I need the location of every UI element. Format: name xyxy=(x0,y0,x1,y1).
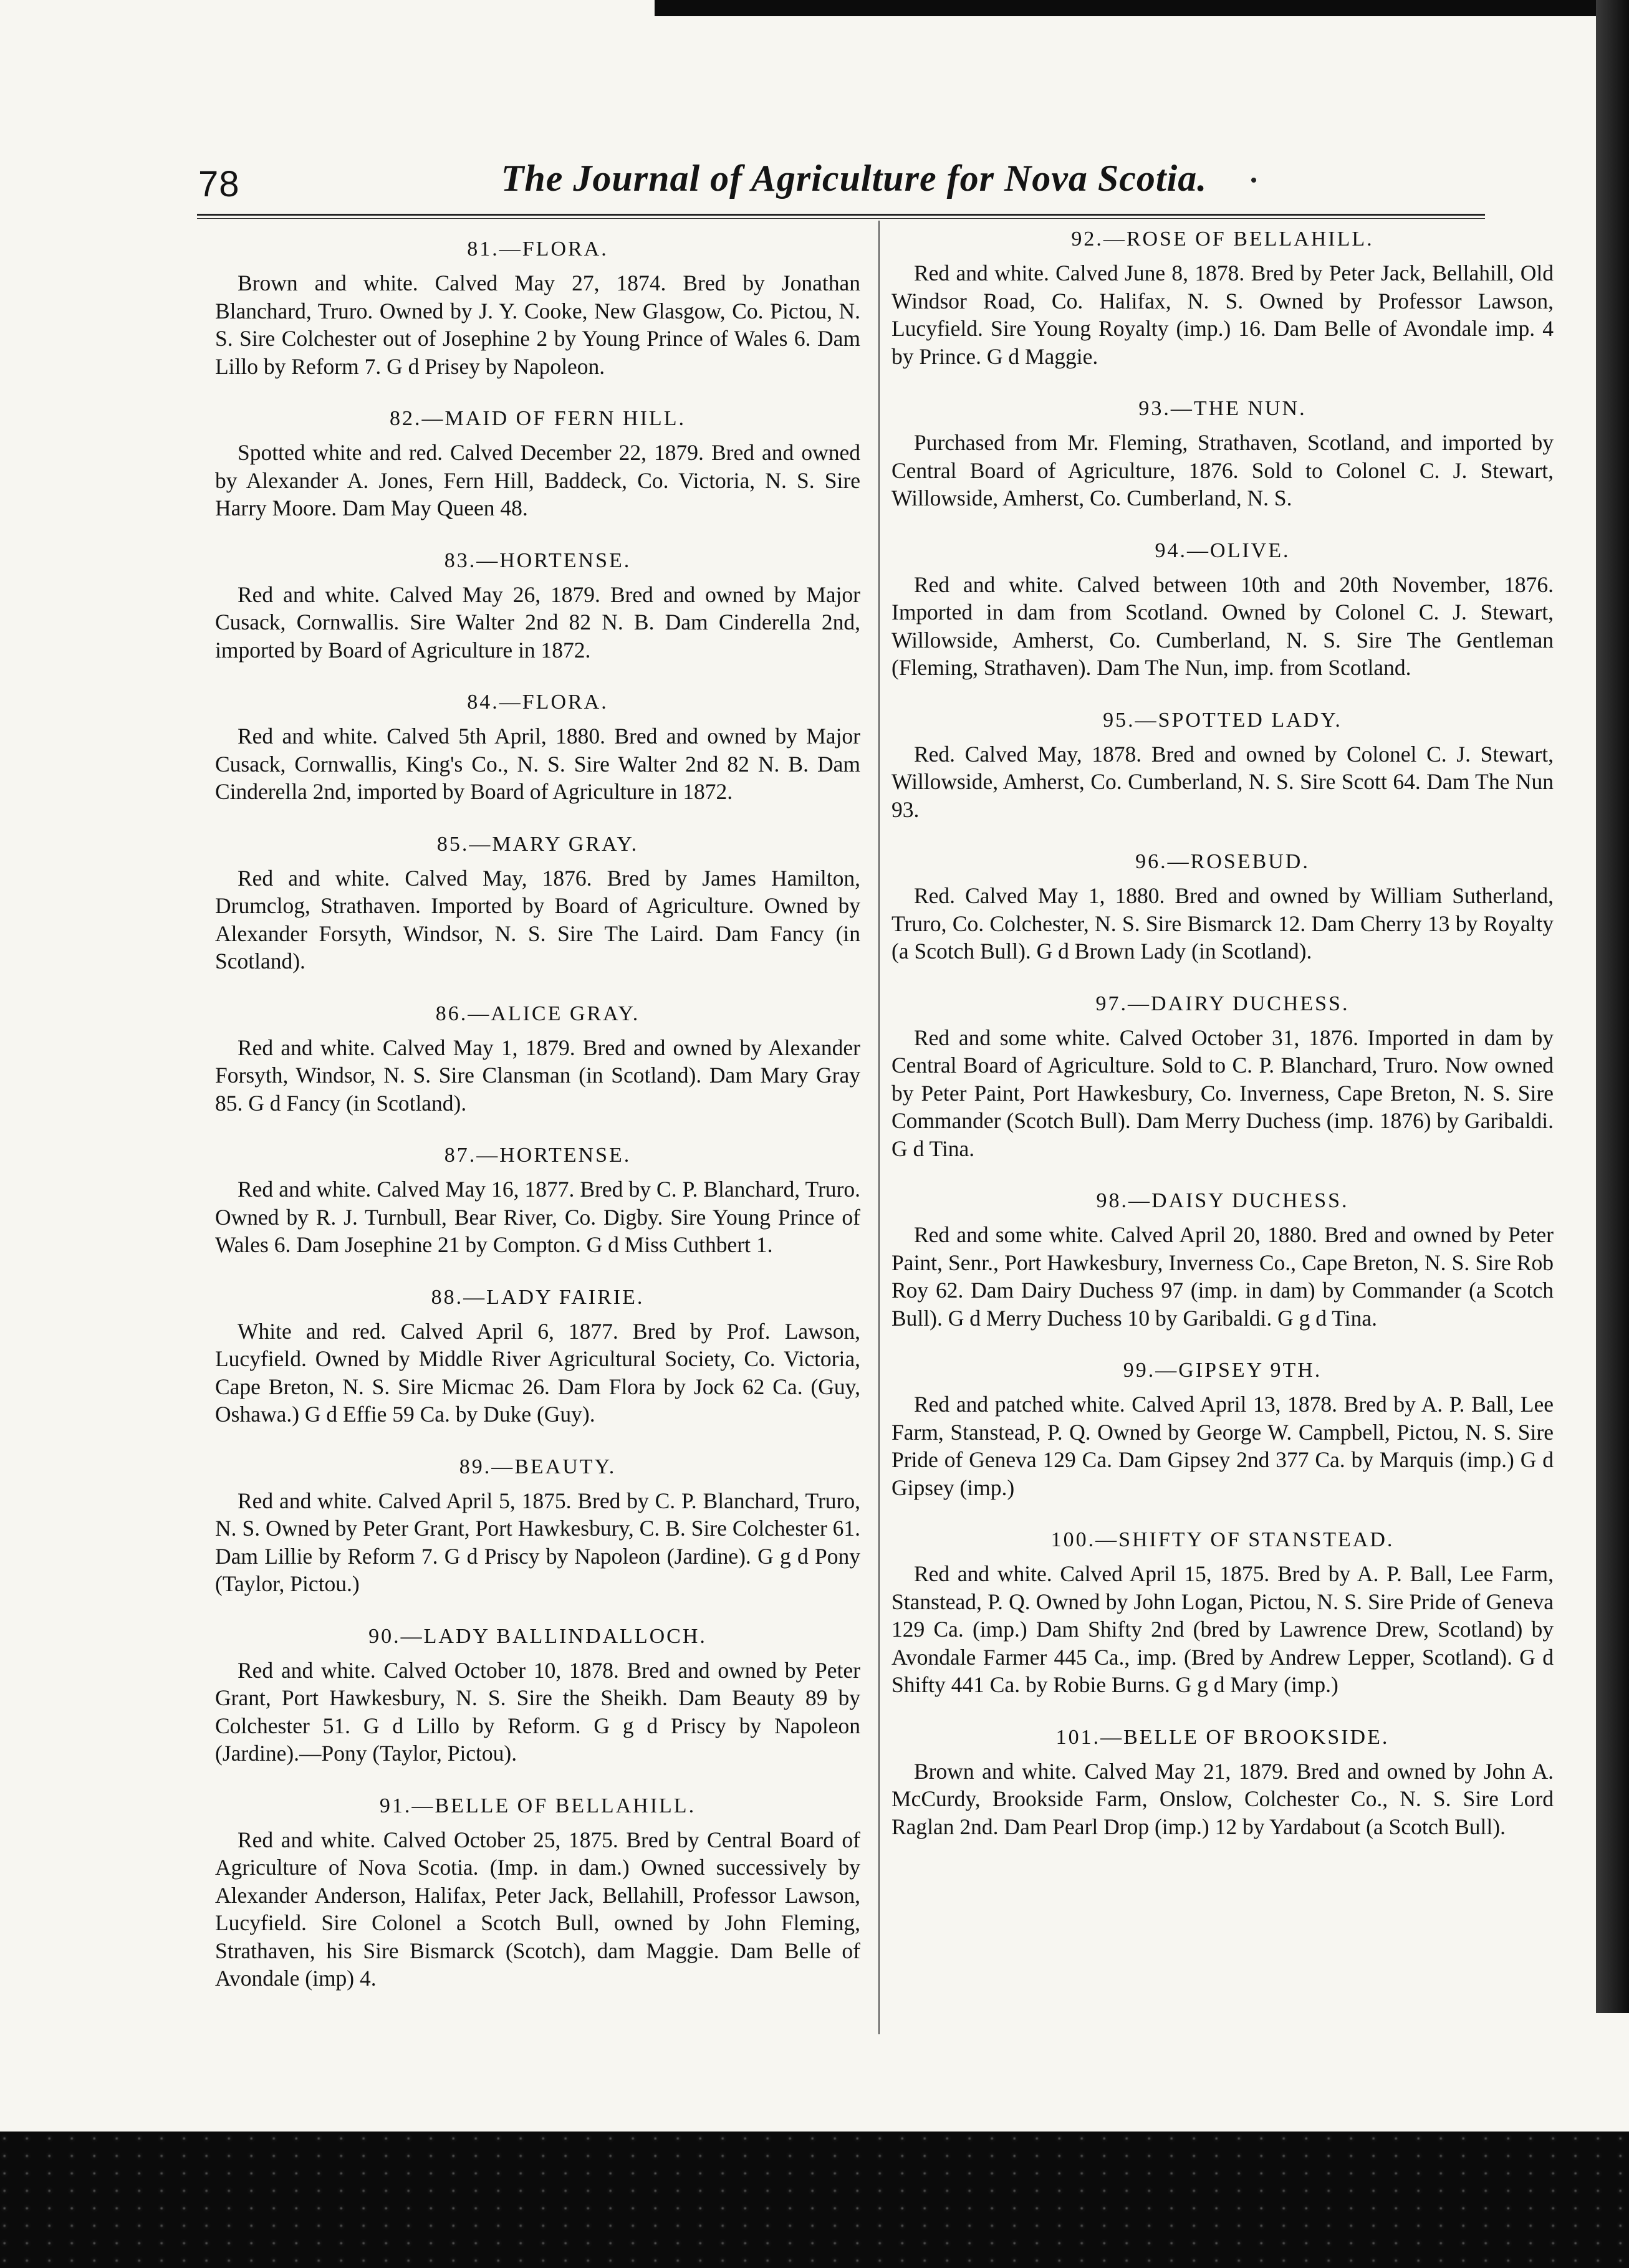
entry-heading: 85.—MARY GRAY. xyxy=(436,832,639,856)
pedigree-entry xyxy=(215,831,860,975)
entry-text: Red and white. Calved April 5, 1875. Bred by C. P. Blanchard, Truro, N. S. Owned by Peter Grant, Port Hawkesbury, C. B. Sire Colchester 61. Dam Lillie by Reform 7. G d Priscy by Napoleon (Jardine). G g d Pony (Taylor, Pictou.) xyxy=(215,1488,860,1596)
entry-text: Red and white. Calved June 8, 1878. Bred by Peter Jack, Bellahill, Old Windsor Road, Co. Halifax, N. S. Owned by Professor Lawson, Lucyfield. Sire Young Royalty (imp.) 16. Dam Belle of Avondale imp. 4 by Prince. G d Maggie. xyxy=(891,261,1554,369)
entry-heading: 93.—THE NUN. xyxy=(1138,397,1307,420)
entry-heading: 86.—ALICE GRAY. xyxy=(435,1002,640,1025)
pedigree-entry xyxy=(891,1724,1554,1841)
entry-heading: 97.—DAIRY DUCHESS. xyxy=(1095,992,1350,1015)
entry-heading: 99.—GIPSEY 9TH. xyxy=(1123,1359,1322,1382)
entry-heading: 89.—BEAUTY. xyxy=(459,1455,617,1478)
entry-text: Red and white. Calved May 16, 1877. Bred by C. P. Blanchard, Truro. Owned by R. J. Turnbull, Bear River, Co. Digby. Sire Young Prince of Wales 6. Dam Josephine 21 by Compton. G d Miss Cuthbert 1. xyxy=(215,1177,860,1257)
entry-heading: 87.—HORTENSE. xyxy=(444,1144,632,1167)
pedigree-entry xyxy=(891,707,1554,824)
entry-heading: 101.—BELLE OF BROOKSIDE. xyxy=(1055,1725,1390,1749)
entry-heading: 83.—HORTENSE. xyxy=(444,548,632,572)
entry-heading: 94.—OLIVE. xyxy=(1155,538,1290,562)
pedigree-entry xyxy=(891,1526,1554,1699)
pedigree-entry xyxy=(215,547,860,664)
pedigree-entry xyxy=(215,1623,860,1768)
pedigree-entry xyxy=(215,1792,860,1993)
pedigree-entry xyxy=(891,990,1554,1163)
pedigree-entry xyxy=(891,1187,1554,1332)
scan-border-top xyxy=(655,0,1629,16)
scan-border-right xyxy=(1596,0,1629,2013)
entry-text: Brown and white. Calved May 21, 1879. Bred and owned by John A. McCurdy, Brookside Farm, Onslow, Colchester Co., N. S. Sire Lord Raglan 2nd. Dam Pearl Drop (imp.) 12 by Yardabout (a Scotch Bull). xyxy=(891,1758,1554,1839)
entry-text: Red. Calved May, 1878. Bred and owned by Colonel C. J. Stewart, Willowside, Amherst, Co. Cumberland, N. S. Sire Scott 64. Dam The Nun 93. xyxy=(891,741,1554,822)
entry-text: Red and white. Calved October 25, 1875. Bred by Central Board of Agriculture of Nova Scotia. (Imp. in dam.) Owned successively by Alexander Anderson, Halifax, Peter Jack, Bellahill, Professor Lawson, Lucyfield. Sire Colonel a Scotch Bull, owned by John Fleming, Strathaven, his Sire Bismarck (Scotch), dam Maggie. Dam Belle of Avondale (imp) 4. xyxy=(215,1827,860,1991)
entry-text: Red and white. Calved October 10, 1878. Bred and owned by Peter Grant, Port Hawkesbury, N. S. Sire the Sheikh. Dam Beauty 89 by Colchester 51. G d Lillo by Reform. G g d Priscy by Napoleon (Jardine).—Pony (Taylor, Pictou). xyxy=(215,1657,860,1766)
entry-text: Red and white. Calved May 1, 1879. Bred and owned by Alexander Forsyth, Windsor, N. S. Sire Clansman (in Scotland). Dam Mary Gray 85. G d Fancy (in Scotland). xyxy=(215,1035,860,1116)
pedigree-entry xyxy=(891,395,1554,512)
entry-heading: 100.—SHIFTY OF STANSTEAD. xyxy=(1050,1528,1395,1551)
scan-border-bottom xyxy=(0,2132,1629,2268)
right-column xyxy=(891,226,1554,1840)
entry-text: Red and white. Calved between 10th and 20th November, 1876. Imported in dam from Scotland. Owned by Colonel C. J. Stewart, Willowside, Amherst, Co. Cumberland, N. S. Sire The Gentleman (Fleming, Strathaven). Dam The Nun, imp. from Scotland. xyxy=(891,572,1554,680)
entry-text: Red. Calved May 1, 1880. Bred and owned by William Sutherland, Truro, Co. Colchester, N. S. Sire Bismarck 12. Dam Cherry 13 by Royalty (a Scotch Bull). G d Brown Lady (in Scotland). xyxy=(891,883,1554,964)
entry-heading: 96.—ROSEBUD. xyxy=(1135,850,1310,873)
entry-heading: 95.—SPOTTED LADY. xyxy=(1103,708,1342,732)
pedigree-entry xyxy=(891,1357,1554,1501)
entry-text: Spotted white and red. Calved December 22, 1879. Bred and owned by Alexander A. Jones, Fern Hill, Baddeck, Co. Victoria, N. S. Sire Harry Moore. Dam May Queen 48. xyxy=(215,440,860,520)
entry-heading: 92.—ROSE OF BELLAHILL. xyxy=(1071,227,1374,251)
entry-text: Red and some white. Calved October 31, 1876. Imported in dam by Central Board of Agriculture. Sold to C. P. Blanchard, Truro. Now owned by Peter Paint, Port Hawkesbury, Co. Inverness, Cape Breton, N. S. Sire Commander (Scotch Bull). Dam Merry Duchess (imp. 1876) by Garibaldi. G d Tina. xyxy=(891,1025,1554,1161)
header-dot xyxy=(1251,178,1256,183)
entry-text: Red and white. Calved May, 1876. Bred by James Hamilton, Drumclog, Strathaven. Imported by Board of Agriculture. Owned by Alexander Forsyth, Windsor, N. S. Sire The Laird. Dam Fancy (in Scotland). xyxy=(215,865,860,974)
header-rule xyxy=(197,214,1485,219)
pedigree-entry xyxy=(215,1284,860,1428)
pedigree-entry xyxy=(215,405,860,522)
entry-text: Brown and white. Calved May 27, 1874. Bred by Jonathan Blanchard, Truro. Owned by J. Y. Cooke, New Glasgow, Co. Pictou, N. S. Sire Colchester out of Josephine 2 by Young Prince of Wales 6. Dam Lillo by Reform 7. G d Prisey by Napoleon. xyxy=(215,270,860,379)
pedigree-entry xyxy=(891,848,1554,965)
entry-heading: 82.—MAID OF FERN HILL. xyxy=(390,407,686,430)
pedigree-entry xyxy=(891,226,1554,370)
entry-heading: 88.—LADY FAIRIE. xyxy=(431,1285,645,1309)
entry-text: Red and white. Calved May 26, 1879. Bred and owned by Major Cusack, Cornwallis. Sire Walter 2nd 82 N. B. Dam Cinderella 2nd, imported by Board of Agriculture in 1872. xyxy=(215,581,860,663)
entry-heading: 84.—FLORA. xyxy=(467,691,608,714)
entry-text: Red and patched white. Calved April 13, 1878. Bred by A. P. Ball, Lee Farm, Stanstead, P. Q. Owned by George W. Campbell, Pictou, N. S. Sire Pride of Geneva 129 Ca. Dam Gipsey 2nd 377 Ca. by Marquis (imp.) G d Gipsey (imp.) xyxy=(891,1392,1554,1500)
entry-heading: 81.—FLORA. xyxy=(467,237,608,261)
pedigree-entry xyxy=(215,1000,860,1117)
pedigree-entry xyxy=(891,537,1554,682)
journal-title: The Journal of Agriculture for Nova Scotia. xyxy=(501,158,1208,199)
page-number: 78 xyxy=(198,164,240,204)
entry-heading: 91.—BELLE OF BELLAHILL. xyxy=(379,1794,696,1817)
pedigree-entry xyxy=(215,689,860,806)
entry-heading: 98.—DAISY DUCHESS. xyxy=(1096,1189,1349,1212)
pedigree-entry xyxy=(215,1142,860,1259)
pedigree-entry xyxy=(215,236,860,380)
entry-text: Red and white. Calved 5th April, 1880. Bred and owned by Major Cusack, Cornwallis, King's Co., N. S. Sire Walter 2nd 82 N. B. Dam Cinderella 2nd, imported by Board of Agriculture in 1872. xyxy=(215,724,860,804)
entry-text: Red and white. Calved April 15, 1875. Bred by A. P. Ball, Lee Farm, Stanstead, P. Q. Owned by John Logan, Pictou, N. S. Sire Pride of Geneva 129 Ca. (imp.) Dam Shifty 2nd (bred by Lawrence Drew, Scotland) by Avondale Farmer 445 Ca., imp. (Bred by Andrew Lepper, Scotland). G d Shifty 441 Ca. by Robie Burns. G g d Mary (imp.) xyxy=(891,1561,1554,1697)
pedigree-entry xyxy=(215,1453,860,1598)
entry-text: Red and some white. Calved April 20, 1880. Bred and owned by Peter Paint, Senr., Port Hawkesbury, Inverness Co., Cape Breton, N. S. Sire Rob Roy 62. Dam Dairy Duchess 97 (imp. in dam) by Commander (a Scotch Bull). G d Merry Duchess 10 by Garibaldi. G g d Tina. xyxy=(891,1222,1554,1331)
entry-text: White and red. Calved April 6, 1877. Bred by Prof. Lawson, Lucyfield. Owned by Middle River Agricultural Society, Co. Victoria, Cape Breton, N. S. Sire Micmac 26. Dam Flora by Jock 62 Ca. (Guy, Oshawa.) G d Effie 59 Ca. by Duke (Guy). xyxy=(215,1318,860,1427)
entry-heading: 90.—LADY BALLINDALLOCH. xyxy=(368,1624,707,1648)
left-column xyxy=(215,236,860,1993)
entry-text: Purchased from Mr. Fleming, Strathaven, Scotland, and imported by Central Board of Agriculture, 1876. Sold to Colonel C. J. Stewart, Willowside, Amherst, Co. Cumberland, N. S. xyxy=(891,430,1554,510)
column-divider xyxy=(878,221,880,2034)
